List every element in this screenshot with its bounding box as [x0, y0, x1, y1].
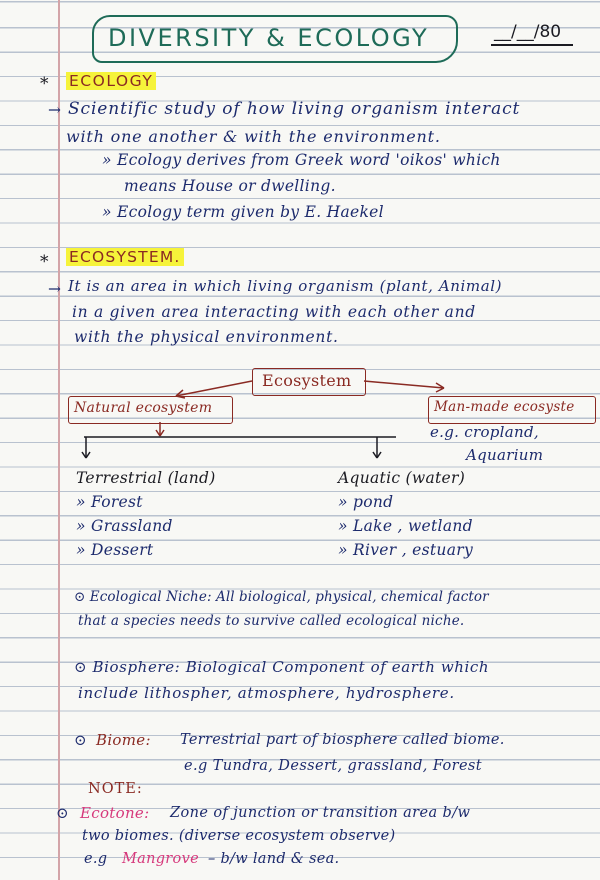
note-label: NOTE: [88, 781, 143, 797]
biome-marker: ⊙ [74, 731, 87, 749]
terrestrial-item-2: » Grassland [76, 517, 173, 535]
niche-line-1: ⊙ Ecological Niche: All biological, physical, chemical factor [74, 589, 489, 605]
biosphere-line-1: ⊙ Biosphere: Biological Component of earth which [74, 658, 490, 676]
ecosystem-line-2: in a given area interacting with each other and [72, 303, 476, 321]
ecology-heading-text: ECOLOGY [66, 72, 156, 90]
ecosystem-line-1: It is an area in which living organism (plant, Animal) [68, 277, 503, 295]
ecosystem-heading-text: ECOSYSTEM. [66, 248, 184, 266]
ecosystem-bullet: * [40, 252, 49, 272]
ecology-bullet: * [40, 74, 49, 94]
biome-line-1: Terrestrial part of biosphere called biome. [180, 732, 505, 748]
aquatic-item-2: » Lake , wetland [338, 517, 473, 535]
ecosystem-line-3: with the physical environment. [74, 328, 339, 346]
terrestrial-item-1: » Forest [76, 493, 143, 511]
ecotone-line-3: – b/w land & sea. [208, 851, 340, 867]
ecosystem-arrow: → [48, 280, 62, 298]
page-number: __/__/80 [494, 22, 562, 42]
ecology-sub-1-line-2: means House or dwelling. [124, 177, 336, 195]
manmade-example-1: e.g. cropland, [430, 423, 539, 441]
mangrove-label: Mangrove [122, 851, 199, 867]
aquatic-item-1: » pond [338, 493, 394, 511]
arrow-to-natural [176, 381, 252, 396]
ecotone-line-1: Zone of junction or transition area b/w [170, 805, 471, 821]
ecology-line-2: with one another & with the environment. [66, 127, 441, 146]
ecology-line-1: Scientific study of how living organism interact [68, 99, 521, 119]
page-title: DIVERSITY & ECOLOGY [108, 24, 430, 52]
arrow-to-manmade [364, 381, 444, 388]
aquatic-label: Aquatic (water) [338, 469, 466, 487]
manmade-example-2: Aquarium [466, 446, 544, 464]
ecology-arrow: → [48, 101, 62, 119]
ecotone-label: Ecotone: [80, 804, 150, 822]
natural-ecosystem-label: Natural ecosystem [74, 400, 213, 416]
biome-line-2: e.g Tundra, Dessert, grassland, Forest [184, 758, 482, 774]
manmade-ecosystem-label: Man-made ecosyste [434, 399, 575, 415]
aquatic-item-3: » River , estuary [338, 541, 474, 559]
ecotone-marker: ⊙ [56, 804, 69, 822]
biosphere-line-2: include lithospher, atmosphere, hydrosphere. [78, 684, 455, 702]
ecology-sub-2: » Ecology term given by E. Haekel [102, 203, 384, 221]
terrestrial-label: Terrestrial (land) [76, 469, 216, 487]
ecology-sub-1-line-1: » Ecology derives from Greek word 'oikos' which [102, 151, 501, 169]
ecotone-eg: e.g [84, 851, 108, 867]
biome-label: Biome: [96, 731, 151, 749]
niche-line-2: that a species needs to survive called ecological niche. [78, 613, 465, 629]
terrestrial-item-3: » Dessert [76, 541, 154, 559]
ecotone-line-2: two biomes. (diverse ecosystem observe) [82, 828, 396, 844]
diagram-root-label: Ecosystem [262, 371, 352, 390]
